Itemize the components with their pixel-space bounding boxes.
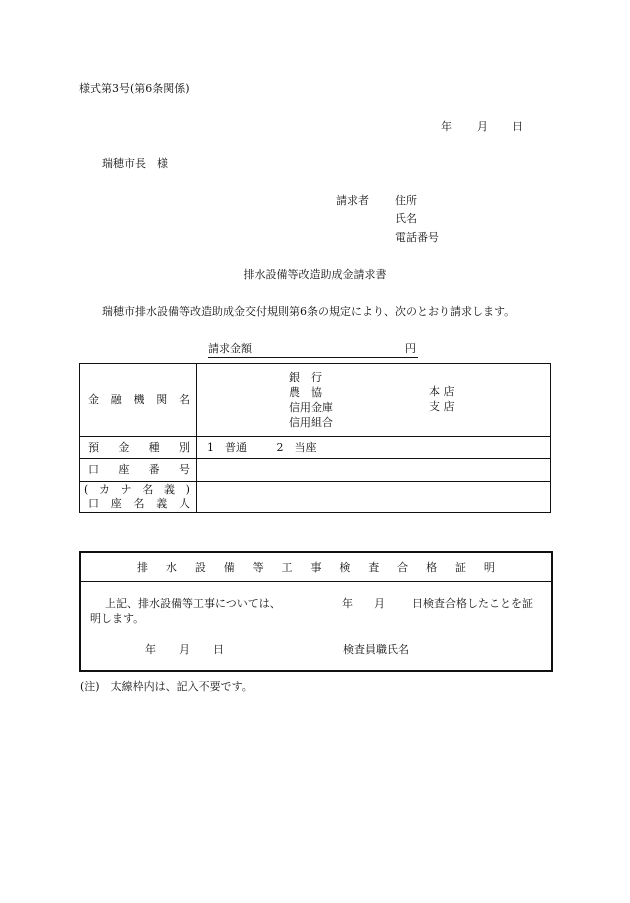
requester-address-label: 住所 — [395, 194, 417, 207]
inspection-year: 年 — [145, 643, 156, 656]
inspection-title-char: 工 — [281, 561, 293, 574]
holder-name-label-char: 人 — [179, 497, 190, 510]
institution-label-char: 融 — [110, 393, 122, 406]
deposit-option-ordinary[interactable]: 1 普通 — [207, 440, 247, 454]
requester-phone-label: 電話番号 — [395, 231, 439, 244]
requester-label: 請求者 — [336, 194, 369, 207]
institution-label-char: 金 — [88, 393, 99, 406]
inspection-box — [79, 551, 553, 672]
bank-table — [79, 363, 551, 513]
institution-type-2: 信用金庫 — [289, 401, 333, 414]
deposit-type-cell[interactable] — [197, 437, 551, 459]
amount-unit: 円 — [405, 342, 416, 355]
deposit-type-row — [80, 437, 551, 459]
holder-name-label-char: 口 — [88, 497, 99, 510]
account-holder-label-cell — [80, 482, 197, 513]
inspection-line-1 — [105, 597, 281, 611]
account-number-label-cell — [80, 459, 197, 482]
account-holder-row — [80, 482, 551, 513]
deposit-type-label-char: 別 — [178, 440, 190, 454]
inspection-title-char: 合 — [397, 561, 409, 574]
deposit-type-label-char: 金 — [118, 440, 130, 454]
inspection-title-char: 事 — [310, 561, 322, 574]
requester-name-label: 氏名 — [395, 212, 417, 225]
holder-kana-label-char: 義 — [163, 483, 175, 496]
holder-kana-label-char: ナ — [120, 483, 132, 496]
holder-kana-label-char: 名 — [142, 483, 154, 496]
date-month: 月 — [477, 120, 488, 133]
institution-label-char: 関 — [156, 393, 168, 406]
addressee: 瑞穂市長 様 — [102, 157, 168, 170]
institution-type-3: 信用組合 — [289, 416, 333, 429]
account-number-label-char: 口 — [88, 463, 99, 476]
inspection-title-char: 排 — [137, 561, 148, 574]
bank-institution-row — [80, 364, 551, 437]
inspection-title-char: 備 — [223, 561, 235, 574]
deposit-type-label — [80, 441, 196, 455]
inspection-line1-month: 月 — [374, 597, 385, 610]
holder-name-label-char: 座 — [110, 497, 122, 510]
holder-name-label-char: 義 — [156, 497, 168, 510]
account-holder-cell[interactable] — [197, 482, 551, 513]
note: (注) 太線枠内は、記入不要です。 — [80, 680, 253, 693]
holder-kana-label-char: カ — [98, 483, 110, 496]
institution-type-1: 農 協 — [289, 386, 322, 399]
inspection-day: 日 — [213, 643, 224, 656]
inspection-title-char: 格 — [426, 561, 438, 574]
inspection-line1-suffix: 日検査合格したことを証 — [412, 597, 533, 610]
institution-label-char: 機 — [133, 393, 145, 406]
institution-types — [289, 370, 333, 430]
amount-line — [208, 342, 418, 358]
branch-types — [429, 384, 455, 414]
inspection-title-char: 査 — [368, 561, 380, 574]
holder-kana-label-char: ( — [84, 483, 89, 496]
account-number-cell[interactable] — [197, 459, 551, 482]
account-number-row — [80, 459, 551, 482]
inspection-header — [81, 553, 551, 582]
branch-type-1: 支 店 — [429, 400, 455, 413]
inspection-month: 月 — [179, 643, 190, 656]
institution-label — [80, 393, 196, 407]
inspection-line1-year: 年 — [342, 597, 353, 610]
holder-kana-label-char: ) — [185, 483, 190, 496]
account-number-label-char: 号 — [178, 463, 190, 476]
inspection-title-char: 水 — [165, 561, 177, 574]
account-number-label — [80, 463, 196, 477]
holder-name-label-char: 名 — [133, 497, 145, 510]
inspection-title — [81, 559, 551, 575]
inspection-title-char: 設 — [194, 561, 206, 574]
account-number-label-char: 番 — [148, 463, 160, 476]
inspection-line1-prefix: 上記、排水設備等工事については、 — [105, 597, 281, 610]
inspector-label: 検査員職氏名 — [343, 643, 409, 656]
deposit-option-current[interactable]: 2 当座 — [276, 440, 317, 454]
form-title: 排水設備等改造助成金請求書 — [243, 268, 387, 281]
inspection-title-char: 等 — [252, 561, 264, 574]
body-text: 瑞穂市排水設備等改造助成金交付規則第6条の規定により、次のとおり請求します。 — [102, 305, 516, 318]
inspection-title-char: 明 — [483, 561, 495, 574]
inspection-title-char: 証 — [454, 561, 466, 574]
institution-type-0: 銀 行 — [289, 371, 322, 384]
account-number-label-char: 座 — [118, 463, 130, 476]
holder-kana-label — [80, 483, 196, 497]
form-number: 様式第3号(第6条関係) — [79, 82, 190, 95]
institution-label-char: 名 — [179, 393, 190, 406]
branch-type-0: 本 店 — [429, 385, 455, 398]
institution-label-cell — [80, 364, 197, 437]
institution-cell[interactable] — [197, 364, 551, 437]
deposit-type-label-char: 種 — [148, 440, 160, 454]
deposit-type-label-char: 預 — [88, 440, 99, 454]
inspection-line-2: 明します。 — [90, 612, 145, 625]
date-day: 日 — [512, 120, 523, 133]
amount-label: 請求金額 — [208, 342, 252, 355]
holder-name-label — [80, 497, 196, 511]
date-year: 年 — [441, 120, 452, 133]
inspection-title-char: 検 — [339, 561, 351, 574]
deposit-type-label-cell — [80, 437, 197, 459]
